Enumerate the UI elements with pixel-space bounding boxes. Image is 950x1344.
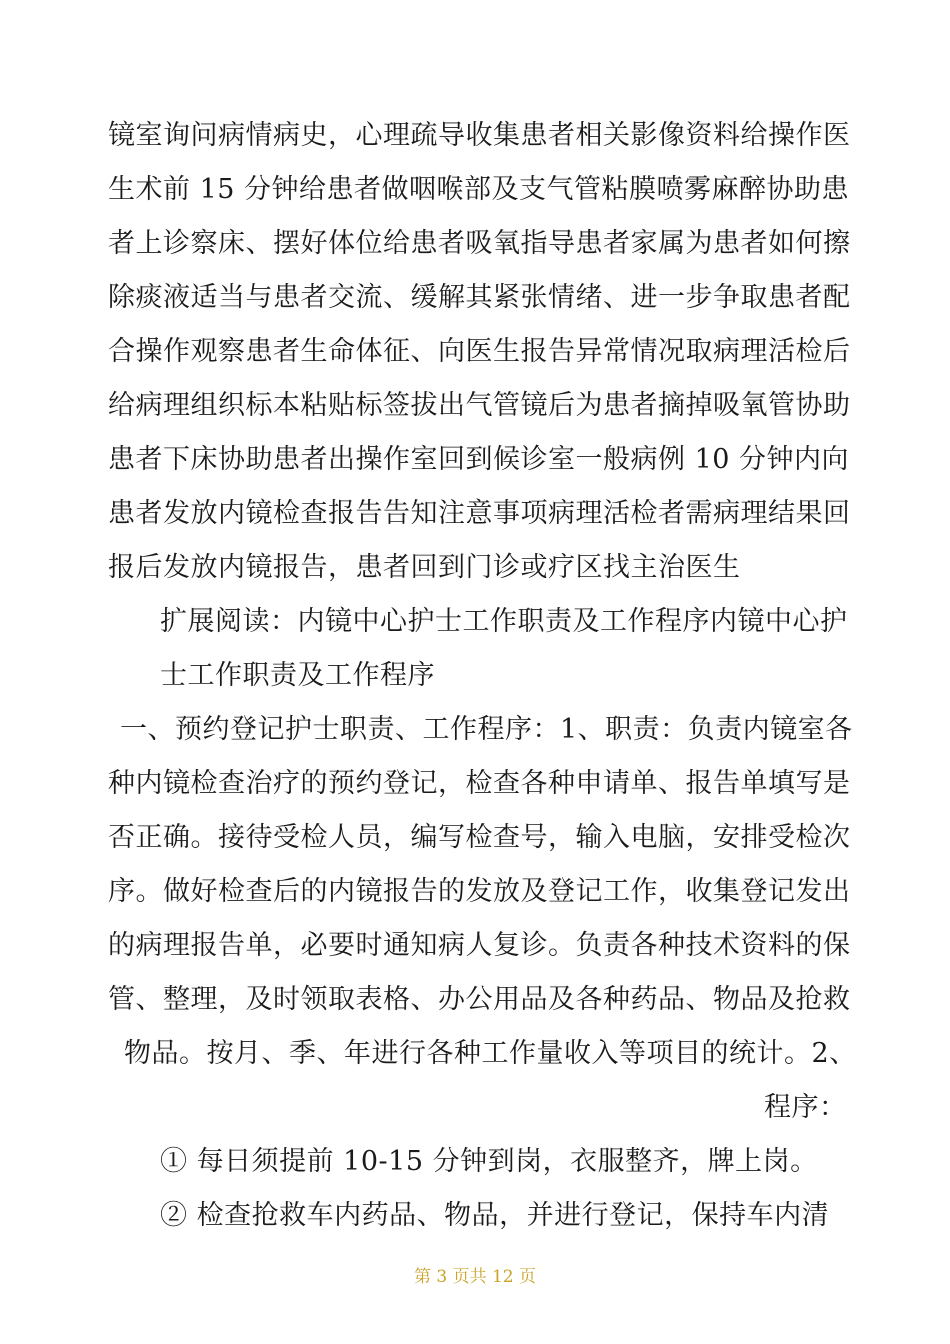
text-line: 种内镜检查治疗的预约登记，检查各种申请单、报告单填写是 bbox=[108, 768, 851, 799]
text-line: 生术前 15 分钟给患者做咽喉部及支气管粘膜喷雾麻醉协助患 bbox=[108, 174, 850, 205]
text-line: 患者下床协助患者出操作室回到候诊室一般病例 10 分钟内向 bbox=[108, 444, 850, 475]
text-line: 扩展阅读：内镜中心护士工作职责及工作程序内镜中心护 bbox=[160, 606, 848, 637]
text-line: ② 检查抢救车内药品、物品，并进行登记，保持车内清 bbox=[160, 1200, 830, 1231]
text-line: ① 每日须提前 10-15 分钟到岗，衣服整齐，牌上岗。 bbox=[160, 1146, 818, 1177]
text-line: 报后发放内镜报告，患者回到门诊或疗区找主治医生 bbox=[108, 552, 741, 583]
text-line: 管、整理，及时领取表格、办公用品及各种药品、物品及抢救 bbox=[108, 984, 851, 1015]
text-line: 程序： bbox=[764, 1092, 847, 1123]
text-line: 序。做好检查后的内镜报告的发放及登记工作，收集登记发出 bbox=[108, 876, 851, 907]
text-line: 一、预约登记护士职责、工作程序：1、职责：负责内镜室各 bbox=[120, 714, 853, 745]
text-line: 镜室询问病情病史，心理疏导收集患者相关影像资料给操作医 bbox=[108, 120, 851, 151]
text-line: 合操作观察患者生命体征、向医生报告异常情况取病理活检后 bbox=[108, 336, 851, 367]
text-line: 士工作职责及工作程序 bbox=[160, 660, 435, 691]
text-line: 患者发放内镜检查报告告知注意事项病理活检者需病理结果回 bbox=[108, 498, 851, 529]
text-line: 除痰液适当与患者交流、缓解其紧张情绪、进一步争取患者配 bbox=[108, 282, 851, 313]
text-line: 物品。按月、季、年进行各种工作量收入等项目的统计。2、 bbox=[124, 1038, 857, 1069]
text-line: 者上诊察床、摆好体位给患者吸氧指导患者家属为患者如何擦 bbox=[108, 228, 851, 259]
text-line: 给病理组织标本粘贴标签拔出气管镜后为患者摘掉吸氧管协助 bbox=[108, 390, 851, 421]
page-number-footer: 第 3 页共 12 页 bbox=[413, 1267, 537, 1287]
text-line: 的病理报告单，必要时通知病人复诊。负责各种技术资料的保 bbox=[108, 930, 851, 961]
text-line: 否正确。接待受检人员，编写检查号，输入电脑，安排受检次 bbox=[108, 822, 851, 853]
